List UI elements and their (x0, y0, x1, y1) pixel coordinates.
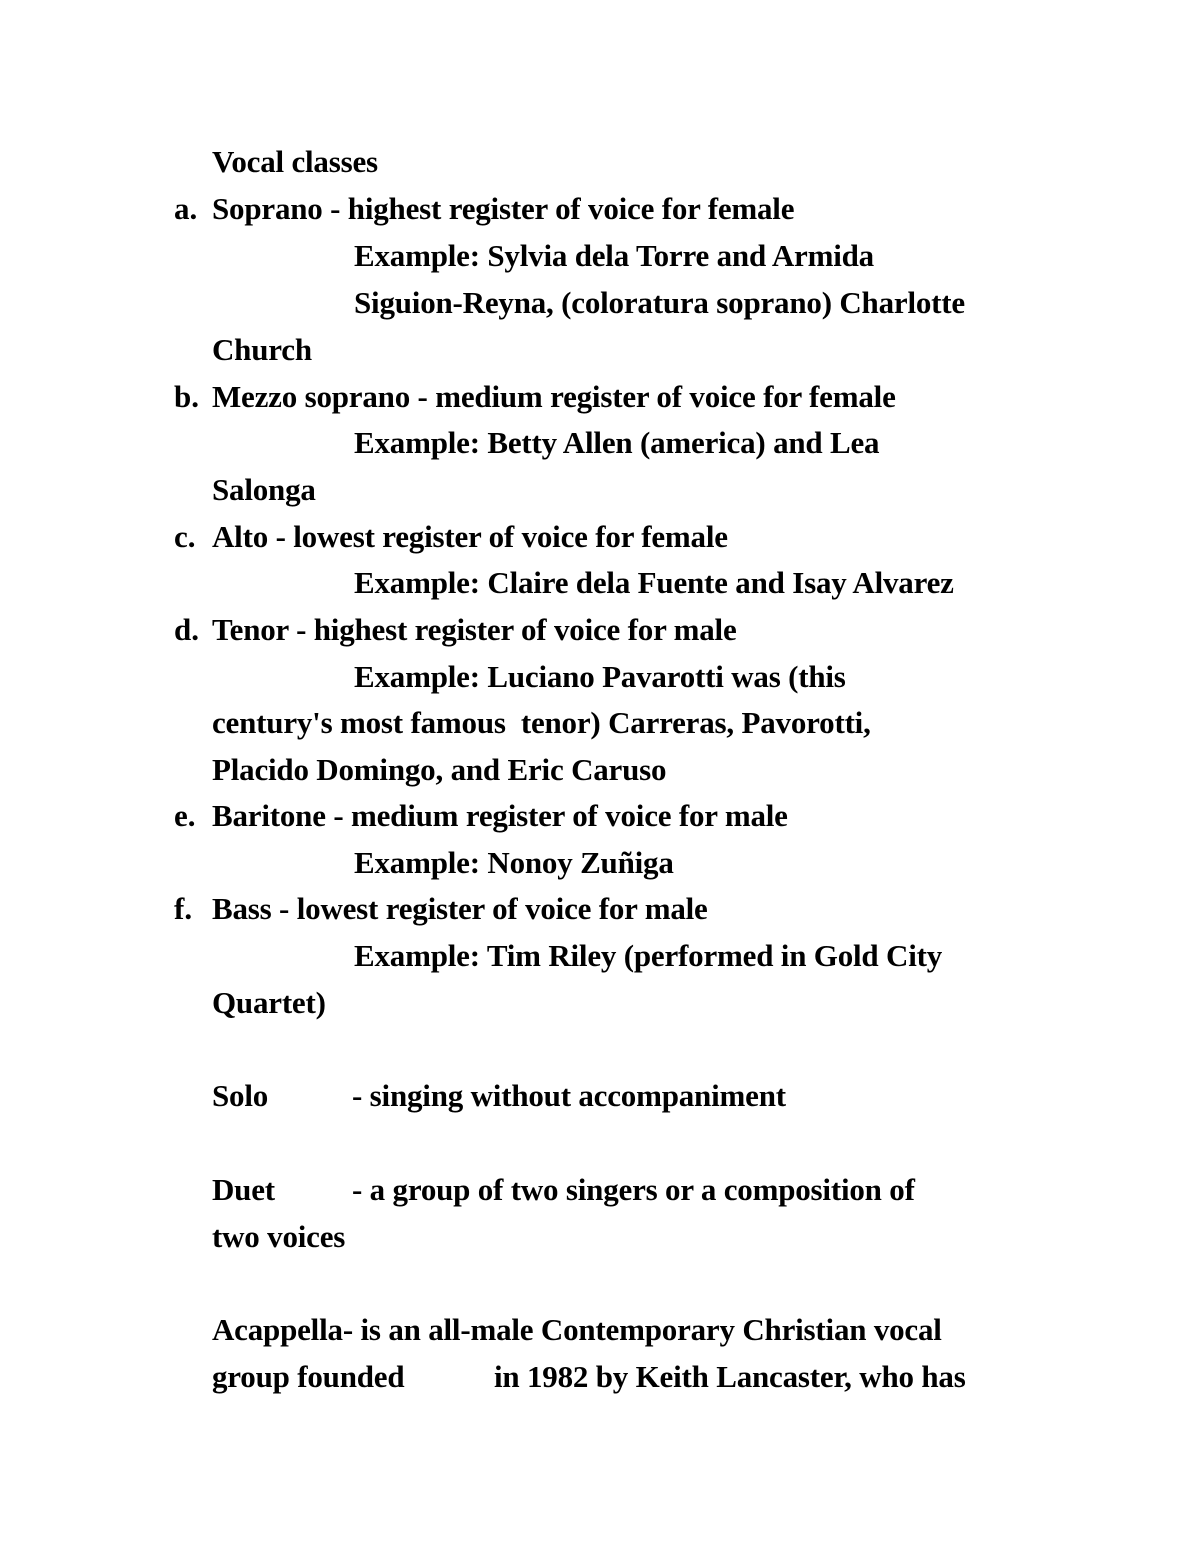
example-bass: Example: Tim Riley (performed in Gold City (354, 938, 943, 973)
example-soprano-2: Siguion-Reyna, (coloratura soprano) Charlotte (354, 285, 965, 320)
item-mezzo-soprano: Mezzo soprano - medium register of voice for female (212, 379, 896, 414)
continuation-tenor-2: Placido Domingo, and Eric Caruso (212, 752, 667, 787)
item-letter-b: b. (174, 379, 199, 414)
example-alto: Example: Claire dela Fuente and Isay Alvarez (354, 565, 954, 600)
item-letter-a: a. (174, 191, 198, 226)
item-alto: Alto - lowest register of voice for female (212, 519, 728, 554)
definition-acappella-1: Acappella- is an all-male Contemporary Christian vocal (212, 1312, 942, 1347)
item-tenor: Tenor - highest register of voice for male (212, 612, 737, 647)
continuation-tenor-1: century's most famous tenor) Carreras, Pavorotti, (212, 705, 871, 740)
definition-duet-1: - a group of two singers or a composition of (352, 1172, 915, 1207)
continuation-soprano: Church (212, 332, 312, 367)
continuation-bass: Quartet) (212, 985, 326, 1020)
example-soprano-1: Example: Sylvia dela Torre and Armida (354, 238, 874, 273)
term-solo: Solo (212, 1078, 269, 1113)
section-heading: Vocal classes (212, 144, 378, 179)
item-baritone: Baritone - medium register of voice for male (212, 798, 788, 833)
continuation-mezzo-soprano: Salonga (212, 472, 316, 507)
item-letter-d: d. (174, 612, 199, 647)
term-duet: Duet (212, 1172, 275, 1207)
item-letter-e: e. (174, 798, 196, 833)
example-mezzo-soprano: Example: Betty Allen (america) and Lea (354, 425, 880, 460)
item-letter-f: f. (174, 891, 193, 926)
definition-solo: - singing without accompaniment (352, 1078, 786, 1113)
example-tenor: Example: Luciano Pavarotti was (this (354, 659, 846, 694)
item-bass: Bass - lowest register of voice for male (212, 891, 708, 926)
item-letter-c: c. (174, 519, 196, 554)
definition-acappella-2a: group founded (212, 1359, 405, 1394)
item-soprano: Soprano - highest register of voice for female (212, 191, 795, 226)
definition-duet-2: two voices (212, 1219, 346, 1254)
example-baritone: Example: Nonoy Zuñiga (354, 845, 674, 880)
definition-acappella-2b: in 1982 by Keith Lancaster, who has (494, 1359, 966, 1394)
